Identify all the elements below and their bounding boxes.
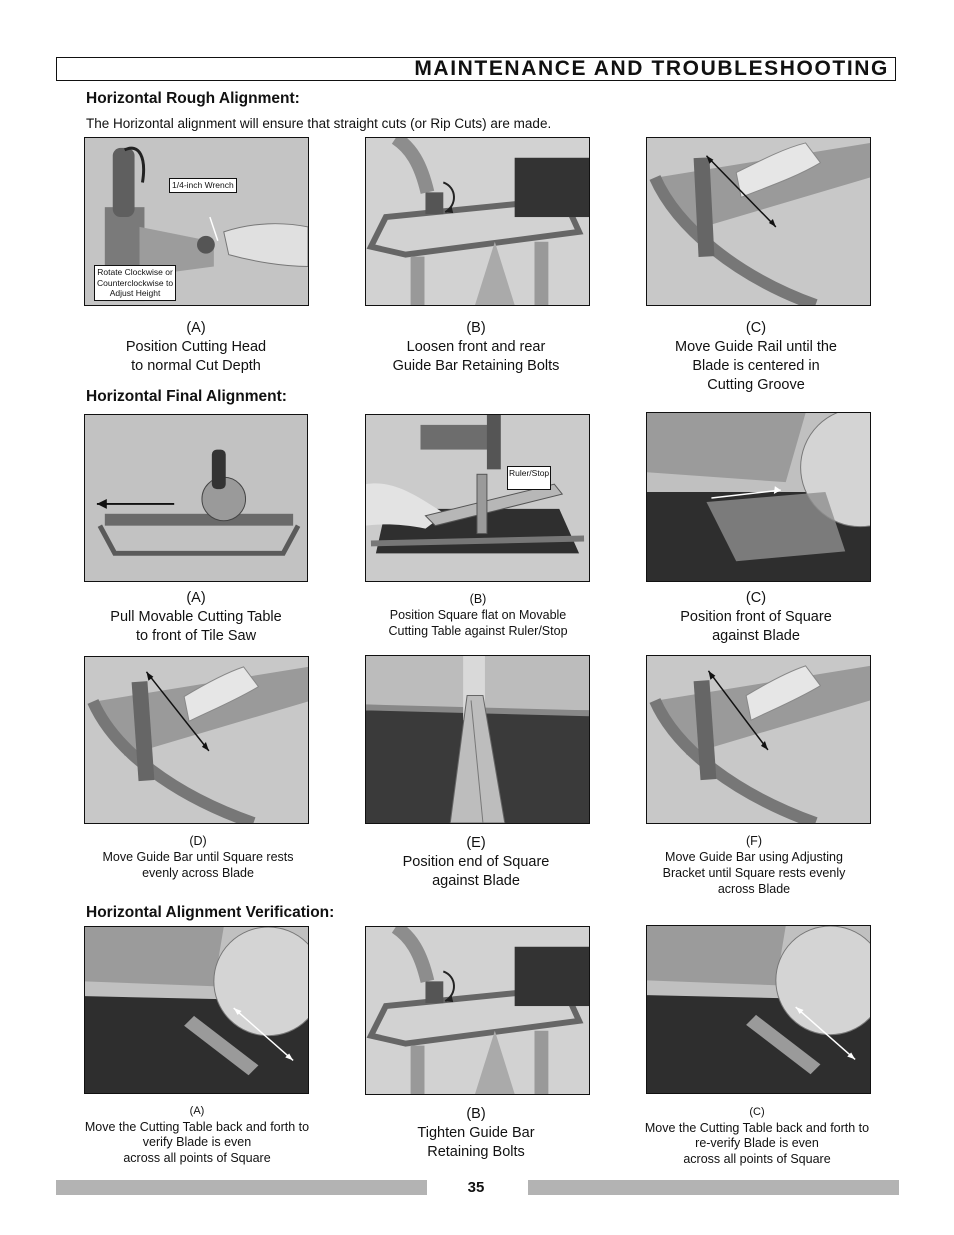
rough-alignment-heading: Horizontal Rough Alignment:: [86, 90, 300, 107]
caption-final-e: (E) Position end of Square against Blade: [402, 835, 550, 889]
photo-guide-bar-bolts: [365, 137, 590, 306]
caption-verify-a: (A) Move the Cutting Table back and forth to verify Blade is even across all points of Square: [84, 1105, 310, 1165]
page-number: 35: [467, 1179, 485, 1196]
caption-rough-b: (B) Loosen front and rear Guide Bar Retaining Bolts: [392, 320, 560, 374]
photo-pull-table: [84, 414, 308, 582]
photo-verify-b: [365, 926, 590, 1095]
photo-verify-a: [84, 926, 309, 1094]
photo-square-ruler: [365, 414, 590, 582]
photo-square-blade-front: [646, 412, 871, 582]
caption-verify-b: (B) Tighten Guide Bar Retaining Bolts: [417, 1106, 535, 1160]
verification-heading: Horizontal Alignment Verification:: [86, 904, 335, 921]
photo-verify-c: [646, 925, 871, 1094]
callout-ruler-stop: Ruler/Stop: [507, 466, 551, 490]
callout-wrench: 1/4-inch Wrench: [169, 178, 237, 193]
caption-final-f: (F) Move Guide Bar using Adjusting Bracket until Square rests evenly across Blade: [662, 834, 846, 896]
caption-final-d: (D) Move Guide Bar until Square rests evenly across Blade: [102, 834, 294, 880]
callout-rotate: Rotate Clockwise or Counterclockwise to Adjust Height: [94, 265, 176, 301]
caption-final-a: (A) Pull Movable Cutting Table to front of Tile Saw: [110, 590, 282, 644]
footer-bar-right: [528, 1180, 899, 1195]
caption-verify-c: (C) Move the Cutting Table back and forth to re-verify Blade is even across all points of Square: [644, 1106, 870, 1166]
footer-bar-left: [56, 1180, 427, 1195]
photo-move-guide-bar: [84, 656, 309, 824]
photo-cutting-head: [84, 137, 309, 306]
photo-adjusting-bracket: [646, 655, 871, 824]
caption-rough-a: (A) Position Cutting Head to normal Cut Depth: [125, 320, 267, 374]
photo-guide-rail: [646, 137, 871, 306]
caption-final-c: (C) Position front of Square against Blade: [680, 590, 832, 644]
final-alignment-heading: Horizontal Final Alignment:: [86, 388, 287, 405]
header-bar: [56, 57, 896, 81]
caption-rough-c: (C) Move Guide Rail until the Blade is centered in Cutting Groove: [675, 320, 837, 393]
caption-final-b: (B) Position Square flat on Movable Cutting Table against Ruler/Stop: [388, 592, 568, 638]
rough-alignment-intro: The Horizontal alignment will ensure that straight cuts (or Rip Cuts) are made.: [86, 116, 552, 131]
page-title: MAINTENANCE AND TROUBLESHOOTING: [414, 57, 889, 80]
photo-square-end: [365, 655, 590, 824]
